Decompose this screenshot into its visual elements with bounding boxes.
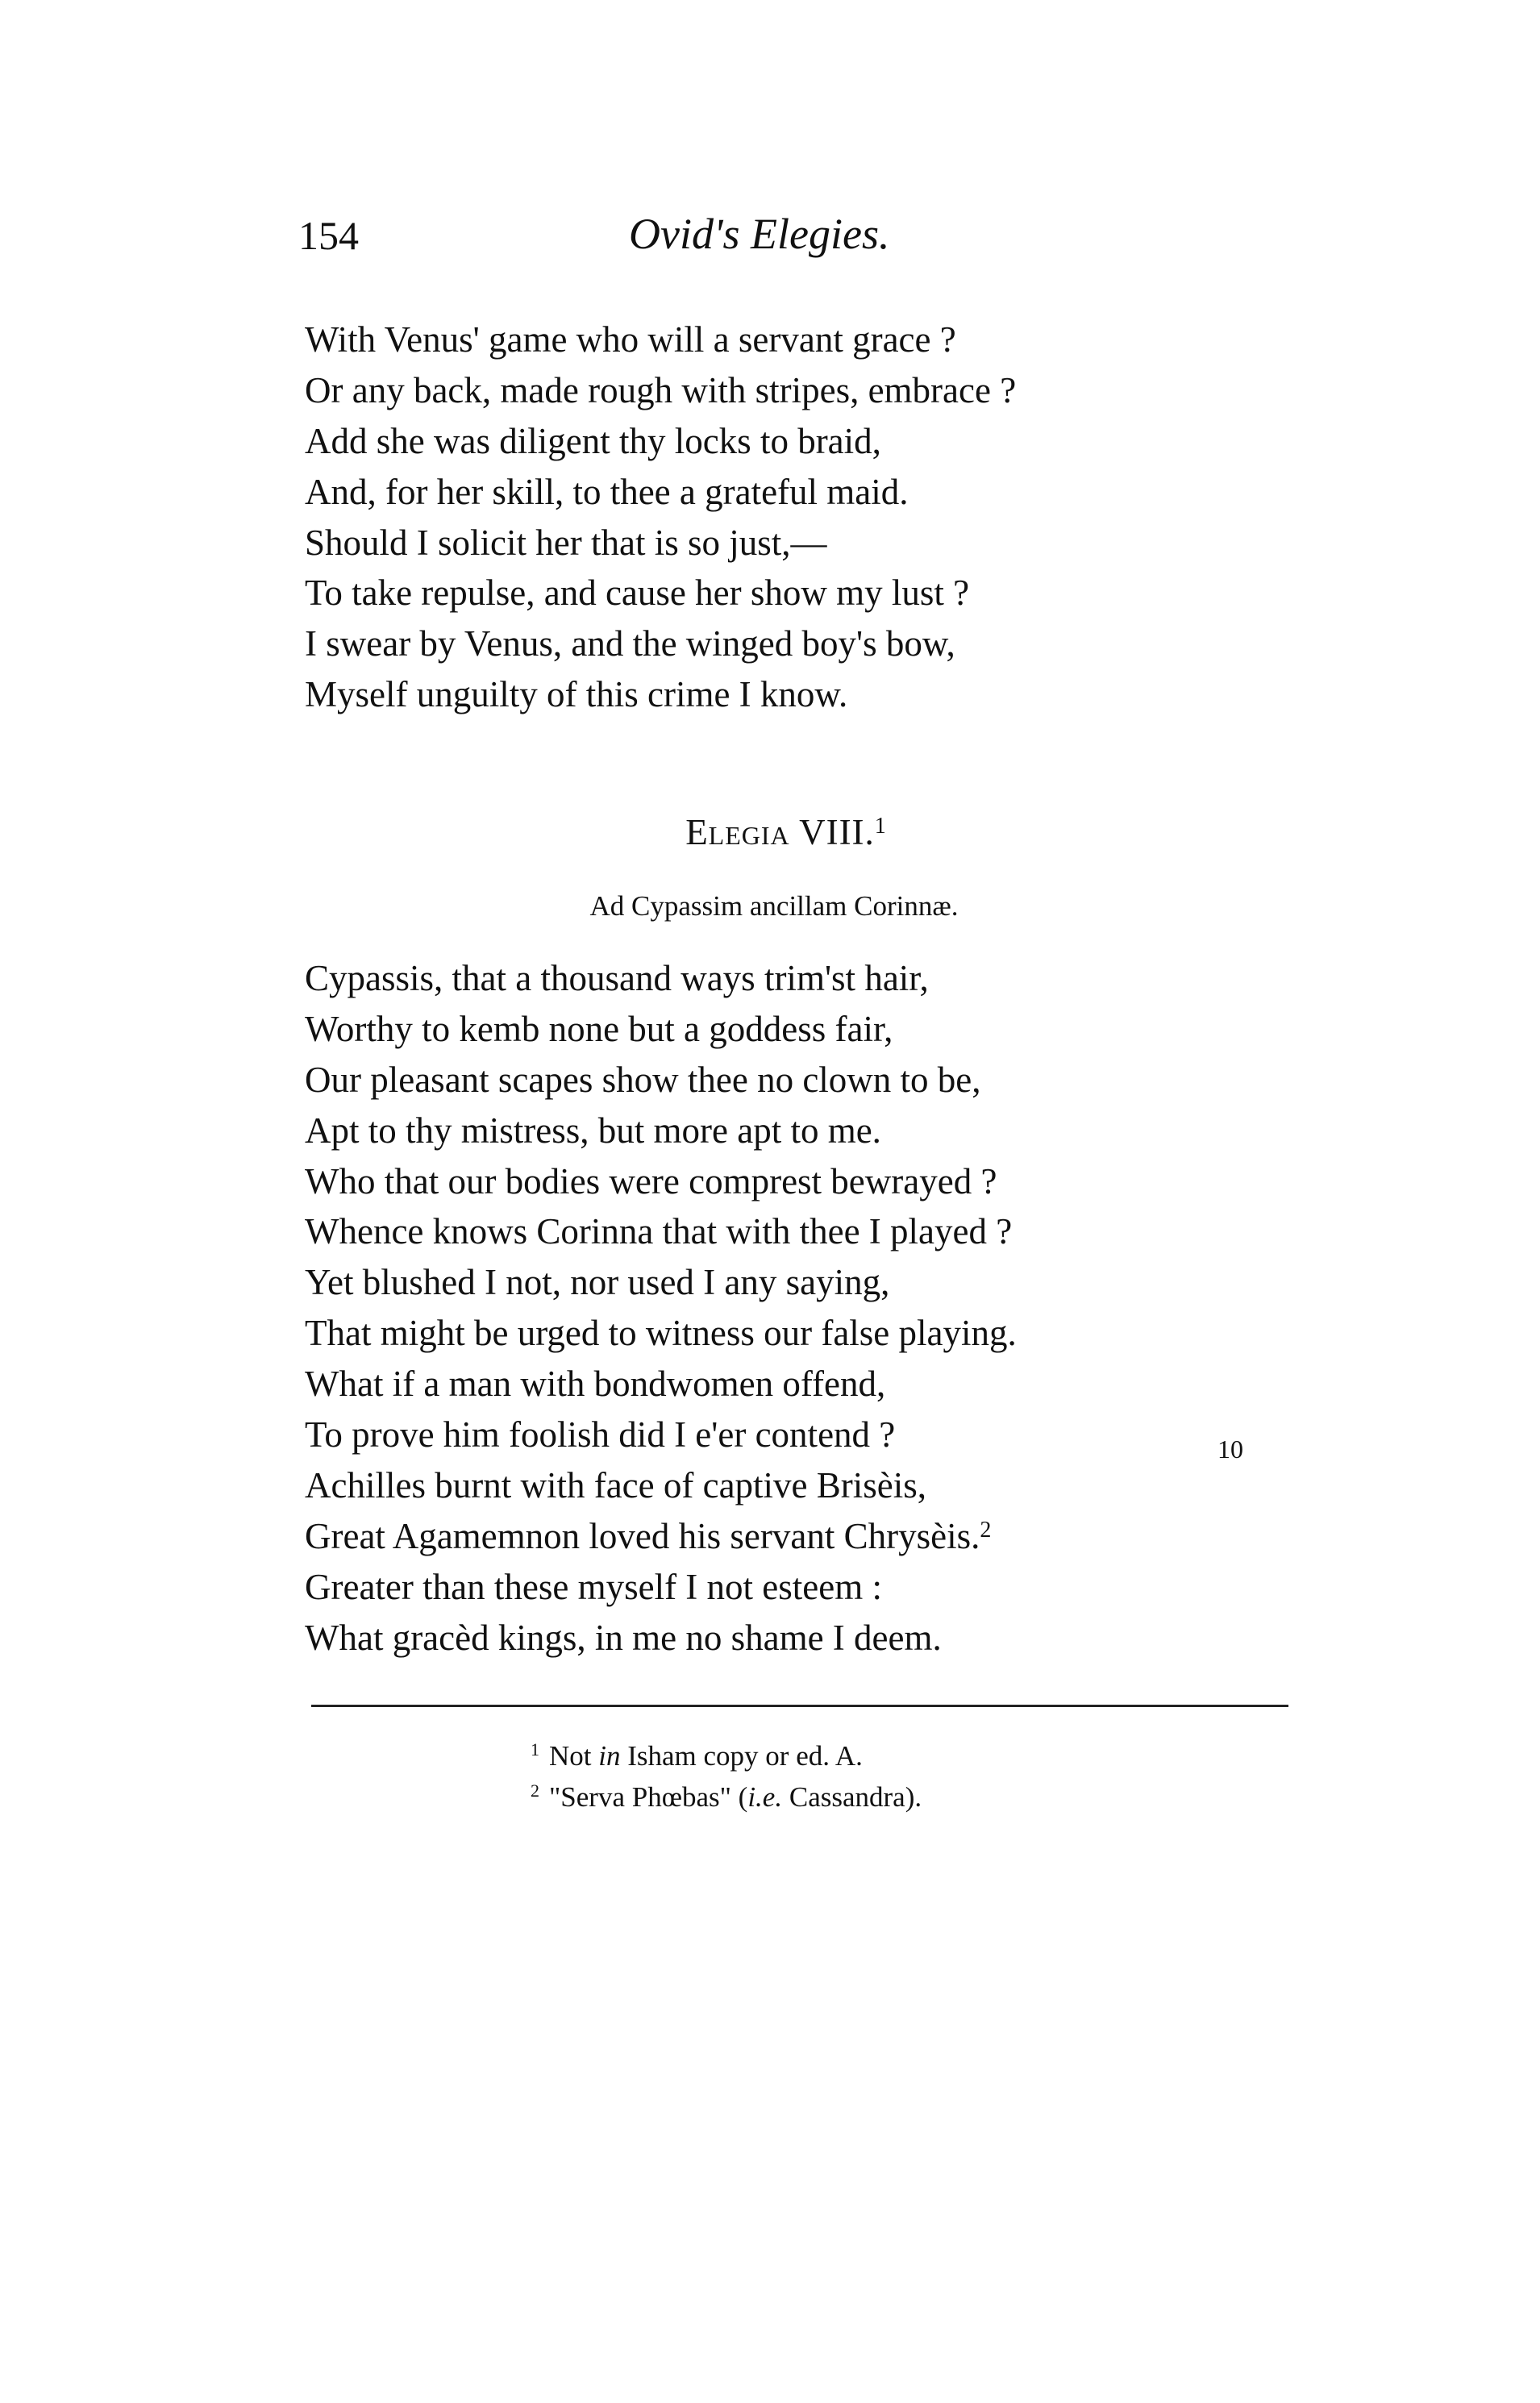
verse-line: To prove him foolish did I e'er contend ? xyxy=(305,1414,896,1456)
verse-line: Worthy to kemb none but a goddess fair, xyxy=(305,1008,893,1049)
page-number: 154 xyxy=(298,213,359,258)
verse-line: Apt to thy mistress, but more apt to me. xyxy=(305,1110,881,1151)
verse-line: Whence knows Corinna that with thee I played ? xyxy=(305,1211,1013,1252)
elegy-title-text: Elegia VIII. xyxy=(685,812,875,852)
footnote-2 xyxy=(531,1778,922,1819)
verse-line: What gracèd kings, in me no shame I deem. xyxy=(305,1617,942,1658)
verse-line: Add she was diligent thy locks to braid, xyxy=(305,420,881,461)
footnote-1-text-after: Isham copy or ed. A. xyxy=(620,1740,863,1772)
verse-line: And, for her skill, to thee a grateful maid. xyxy=(305,471,909,512)
line-number-marker: 10 xyxy=(1217,1435,1243,1464)
verse-text: Great Agamemnon loved his servant Chrysèis. xyxy=(305,1515,980,1556)
verse-line: Cypassis, that a thousand ways trim'st hair, xyxy=(305,958,929,998)
footnote-reference-2: 2 xyxy=(980,1517,992,1543)
verse-line-with-note xyxy=(305,1511,1337,1562)
footnote-1-italic: in xyxy=(598,1740,621,1772)
verse-line: I swear by Venus, and the winged boy's bow, xyxy=(305,623,955,664)
verse-line: Who that our bodies were comprest bewrayed ? xyxy=(305,1160,997,1202)
footnote-reference-1: 1 xyxy=(874,814,887,839)
verse-line: Achilles burnt with face of captive Brisèis, xyxy=(305,1464,927,1506)
footnote-1-text-before: Not xyxy=(549,1740,599,1772)
footnote-2-text-before: "Serva Phœbas" ( xyxy=(549,1781,748,1813)
verse-block-top xyxy=(305,314,1337,720)
verse-line: Yet blushed I not, nor used I any saying, xyxy=(305,1262,890,1303)
verse-line: That might be urged to witness our false playing. xyxy=(305,1313,1017,1354)
verse-line: Should I solicit her that is so just,— xyxy=(305,522,827,563)
footnote-1 xyxy=(531,1737,922,1778)
footnotes xyxy=(531,1737,922,1819)
verse-line: Greater than these myself I not esteem : xyxy=(305,1566,882,1607)
verse-line: Myself unguilty of this crime I know. xyxy=(305,674,848,715)
running-title: Ovid's Elegies. xyxy=(629,210,890,258)
footnote-divider xyxy=(311,1705,1288,1707)
footnote-2-italic: i.e. xyxy=(747,1781,783,1813)
verse-line: What if a man with bondwomen offend, xyxy=(305,1364,886,1405)
verse-line: To take repulse, and cause her show my lust ? xyxy=(305,573,970,614)
verse-line: With Venus' game who will a servant grace ? xyxy=(305,319,956,360)
verse-line: Our pleasant scapes show thee no clown to be, xyxy=(305,1059,981,1100)
footnote-2-mark: 2 xyxy=(531,1780,539,1801)
verse-line: Or any back, made rough with stripes, embrace ? xyxy=(305,369,1017,410)
elegy-title xyxy=(0,810,1540,860)
footnote-2-text-after: Cassandra). xyxy=(782,1781,922,1813)
verse-block-bottom xyxy=(305,953,1337,1663)
elegy-subtitle: Ad Cypassim ancillam Corinnæ. xyxy=(589,890,959,922)
footnote-1-mark: 1 xyxy=(531,1739,539,1760)
